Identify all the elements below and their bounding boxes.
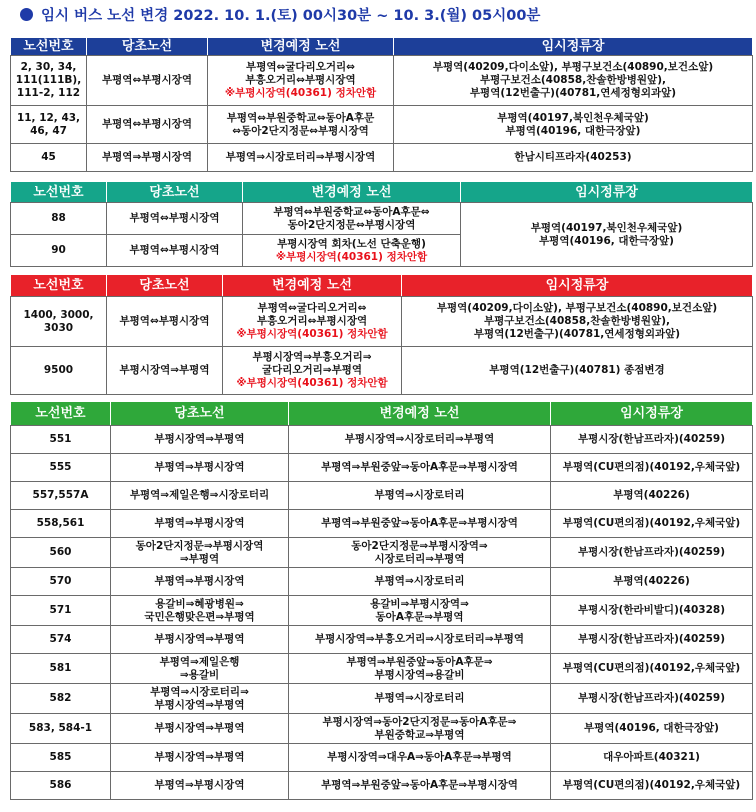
temp-stop: 부평역(12번출구)(40781) 종점변경 bbox=[402, 347, 753, 395]
route-no: 45 bbox=[11, 144, 87, 172]
header-original-route: 당초노선 bbox=[87, 38, 208, 56]
temp-stop: 부평시장(한남프라자)(40259) bbox=[551, 626, 753, 654]
route-table-1 bbox=[10, 37, 753, 172]
route-no: 586 bbox=[11, 772, 111, 800]
original-route: 부평역⇒시장로터리⇒ 부평시장역⇒부평역 bbox=[111, 684, 289, 714]
header-temp-stop: 임시정류장 bbox=[402, 275, 753, 297]
table-header-row bbox=[11, 402, 753, 426]
bullet-dot-icon bbox=[20, 8, 33, 21]
changed-route: 부평역⇔굴다리오거리⇔ 부흥오거리⇔부평시장역 bbox=[256, 302, 368, 327]
changed-route: 용갈비⇒부평시장역⇒ 동아A후문⇒부평역 bbox=[289, 596, 551, 626]
original-route: 용갈비⇒혜광병원⇒ 국민은행맞은편⇒부평역 bbox=[111, 596, 289, 626]
original-route: 부평역⇔부평시장역 bbox=[87, 106, 208, 144]
table-row bbox=[11, 297, 753, 347]
changed-route: 부평역⇒시장로터리 bbox=[289, 568, 551, 596]
route-no: 1400, 3000, 3030 bbox=[11, 297, 107, 347]
temp-stop: 부평시장(한남프라자)(40259) bbox=[551, 426, 753, 454]
route-no: 571 bbox=[11, 596, 111, 626]
changed-route: 부평역⇒부원중앞⇒동아A후문⇒ 부평시장역⇒용갈비 bbox=[289, 654, 551, 684]
route-no: 560 bbox=[11, 538, 111, 568]
original-route: 부평시장역⇒부평역 bbox=[107, 347, 223, 395]
table-row bbox=[11, 203, 753, 235]
route-no: 9500 bbox=[11, 347, 107, 395]
temp-stop: 한남시티프라자(40253) bbox=[394, 144, 753, 172]
header-temp-stop: 임시정류장 bbox=[394, 38, 753, 56]
original-route: 부평시장역⇒부평역 bbox=[111, 626, 289, 654]
route-no: 555 bbox=[11, 454, 111, 482]
original-route: 부평역⇒제일은행⇒시장로터리 bbox=[111, 482, 289, 510]
header-original-route: 당초노선 bbox=[111, 402, 289, 426]
table-row bbox=[11, 482, 753, 510]
route-table-3 bbox=[10, 274, 753, 395]
original-route: 부평역⇒부평시장역 bbox=[111, 454, 289, 482]
table-header-row bbox=[11, 38, 753, 56]
original-route: 부평시장역⇒부평역 bbox=[111, 714, 289, 744]
temp-stop: 부평역(40209,다이소앞), 부평구보건소(40890,보건소앞) 부평구보건소(40858,찬솔한방병원앞), 부평역(12번출구)(40781,연세정형외과앞) bbox=[402, 297, 753, 347]
route-table-2 bbox=[10, 181, 753, 267]
table-header-row bbox=[11, 275, 753, 297]
table-row bbox=[11, 714, 753, 744]
header-changed-route: 변경예정 노선 bbox=[243, 182, 461, 203]
table-header-row bbox=[11, 182, 753, 203]
table-row bbox=[11, 772, 753, 800]
changed-route: 부평시장역⇒동아2단지정문⇒동아A후문⇒ 부원중학교⇒부평역 bbox=[289, 714, 551, 744]
table-row bbox=[11, 538, 753, 568]
route-no: 11, 12, 43, 46, 47 bbox=[11, 106, 87, 144]
route-no: 570 bbox=[11, 568, 111, 596]
header-temp-stop: 임시정류장 bbox=[461, 182, 753, 203]
header-changed-route: 변경예정 노선 bbox=[208, 38, 394, 56]
original-route: 부평시장역⇒부평역 bbox=[111, 744, 289, 772]
route-no: 574 bbox=[11, 626, 111, 654]
no-stop-note: ※부평시장역(40361) 정차안함 bbox=[275, 250, 428, 263]
temp-stop: 부평역(40226) bbox=[551, 568, 753, 596]
temp-stop: 부평역(40197,북인천우체국앞) 부평역(40196, 대한극장앞) bbox=[461, 203, 753, 267]
table-row bbox=[11, 56, 753, 106]
table-row bbox=[11, 510, 753, 538]
table-row bbox=[11, 144, 753, 172]
original-route: 부평역⇔부평시장역 bbox=[107, 235, 243, 267]
original-route: 부평역⇒부평시장역 bbox=[111, 510, 289, 538]
table-row bbox=[11, 596, 753, 626]
table-row bbox=[11, 684, 753, 714]
temp-stop: 부평역(CU편의점)(40192,우체국앞) bbox=[551, 454, 753, 482]
changed-route: 부평역⇒부원중앞⇒동아A후문⇒부평시장역 bbox=[289, 772, 551, 800]
changed-route: 부평역⇔부원중학교⇔동아A후문⇔ 동아2단지정문⇔부평시장역 bbox=[243, 203, 461, 235]
temp-stop: 부평역(CU편의점)(40192,우체국앞) bbox=[551, 772, 753, 800]
table-row bbox=[11, 626, 753, 654]
header-changed-route: 변경예정 노선 bbox=[223, 275, 402, 297]
route-no: 557,557A bbox=[11, 482, 111, 510]
table-row bbox=[11, 654, 753, 684]
changed-route: 동아2단지정문⇒부평시장역⇒ 시장로터리⇒부평역 bbox=[289, 538, 551, 568]
changed-route: 부평시장역⇒부흥오거리⇒ 굴다리오거리⇒부평역 bbox=[252, 351, 372, 376]
temp-stop: 부평시장(한라비발디)(40328) bbox=[551, 596, 753, 626]
temp-stop: 부평시장(한남프라자)(40259) bbox=[551, 538, 753, 568]
original-route: 부평역⇒부평시장역 bbox=[87, 144, 208, 172]
changed-route: 부평역⇒시장로터리⇒부평시장역 bbox=[208, 144, 394, 172]
original-route: 부평시장역⇒부평역 bbox=[111, 426, 289, 454]
original-route: 부평역⇔부평시장역 bbox=[107, 297, 223, 347]
temp-stop: 부평역(CU편의점)(40192,우체국앞) bbox=[551, 654, 753, 684]
no-stop-note: ※부평시장역(40361) 정차안함 bbox=[224, 87, 377, 99]
table-row bbox=[11, 454, 753, 482]
route-no: 585 bbox=[11, 744, 111, 772]
table-row bbox=[11, 744, 753, 772]
table-row bbox=[11, 426, 753, 454]
changed-route: 부평시장역⇒대우A⇒동아A후문⇒부평역 bbox=[289, 744, 551, 772]
route-no: 90 bbox=[11, 235, 107, 267]
table-row bbox=[11, 347, 753, 395]
original-route: 부평역⇔부평시장역 bbox=[87, 56, 208, 106]
table-row bbox=[11, 568, 753, 596]
changed-route: 부평역⇒시장로터리 bbox=[289, 482, 551, 510]
original-route: 부평역⇒부평시장역 bbox=[111, 568, 289, 596]
route-no: 583, 584-1 bbox=[11, 714, 111, 744]
changed-route: 부평역⇒시장로터리 bbox=[289, 684, 551, 714]
temp-stop: 대우아파트(40321) bbox=[551, 744, 753, 772]
page-title bbox=[6, 3, 540, 25]
header-route-no: 노선번호 bbox=[11, 402, 111, 426]
header-temp-stop: 임시정류장 bbox=[551, 402, 753, 426]
header-original-route: 당초노선 bbox=[107, 182, 243, 203]
header-original-route: 당초노선 bbox=[107, 275, 223, 297]
route-no: 88 bbox=[11, 203, 107, 235]
temp-stop: 부평역(40226) bbox=[551, 482, 753, 510]
no-stop-note: ※부평시장역(40361) 정차안함 bbox=[236, 377, 388, 389]
changed-route: 부평시장역⇒부흥오거리⇒시장로터리⇒부평역 bbox=[289, 626, 551, 654]
original-route: 부평역⇒제일은행 ⇒용갈비 bbox=[111, 654, 289, 684]
original-route: 부평역⇒부평시장역 bbox=[111, 772, 289, 800]
header-route-no: 노선번호 bbox=[11, 182, 107, 203]
changed-route: 부평역⇒부원중앞⇒동아A후문⇒부평시장역 bbox=[289, 454, 551, 482]
original-route: 부평역⇔부평시장역 bbox=[107, 203, 243, 235]
changed-route: 부평역⇔굴다리오거리⇔ 부흥오거리⇔부평시장역 bbox=[245, 61, 356, 86]
route-no: 581 bbox=[11, 654, 111, 684]
original-route: 동아2단지정문⇒부평시장역 ⇒부평역 bbox=[111, 538, 289, 568]
changed-route-cell bbox=[243, 235, 461, 267]
route-no: 2, 30, 34, 111(111B), 111-2, 112 bbox=[11, 56, 87, 106]
header-changed-route: 변경예정 노선 bbox=[289, 402, 551, 426]
temp-stop: 부평시장(한남프라자)(40259) bbox=[551, 684, 753, 714]
route-no: 558,561 bbox=[11, 510, 111, 538]
changed-route: 부평역⇒부원중앞⇒동아A후문⇒부평시장역 bbox=[289, 510, 551, 538]
temp-stop: 부평역(40209,다이소앞), 부평구보건소(40890,보건소앞) 부평구보건소(40858,찬솔한방병원앞), 부평역(12번출구)(40781,연세정형외과앞) bbox=[394, 56, 753, 106]
temp-stop: 부평역(40196, 대한극장앞) bbox=[551, 714, 753, 744]
changed-route-cell bbox=[208, 56, 394, 106]
changed-route: 부평역⇔부원중학교⇔동아A후문 ⇔동아2단지정문⇔부평시장역 bbox=[208, 106, 394, 144]
header-route-no: 노선번호 bbox=[11, 275, 107, 297]
changed-route-cell bbox=[223, 347, 402, 395]
route-no: 582 bbox=[11, 684, 111, 714]
route-table-4 bbox=[10, 401, 753, 800]
changed-route: 부평시장역 회차(노선 단축운행) bbox=[277, 237, 426, 250]
temp-stop: 부평역(40197,북인천우체국앞) 부평역(40196, 대한극장앞) bbox=[394, 106, 753, 144]
changed-route-cell bbox=[223, 297, 402, 347]
title-text: 임시 버스 노선 변경 2022. 10. 1.(토) 00시30분 ~ 10. 3.(월) 05시00분 bbox=[41, 7, 541, 24]
no-stop-note: ※부평시장역(40361) 정차안함 bbox=[236, 328, 388, 340]
changed-route: 부평시장역⇒시장로터리⇒부평역 bbox=[289, 426, 551, 454]
header-route-no: 노선번호 bbox=[11, 38, 87, 56]
table-row bbox=[11, 106, 753, 144]
temp-stop: 부평역(CU편의점)(40192,우체국앞) bbox=[551, 510, 753, 538]
route-no: 551 bbox=[11, 426, 111, 454]
